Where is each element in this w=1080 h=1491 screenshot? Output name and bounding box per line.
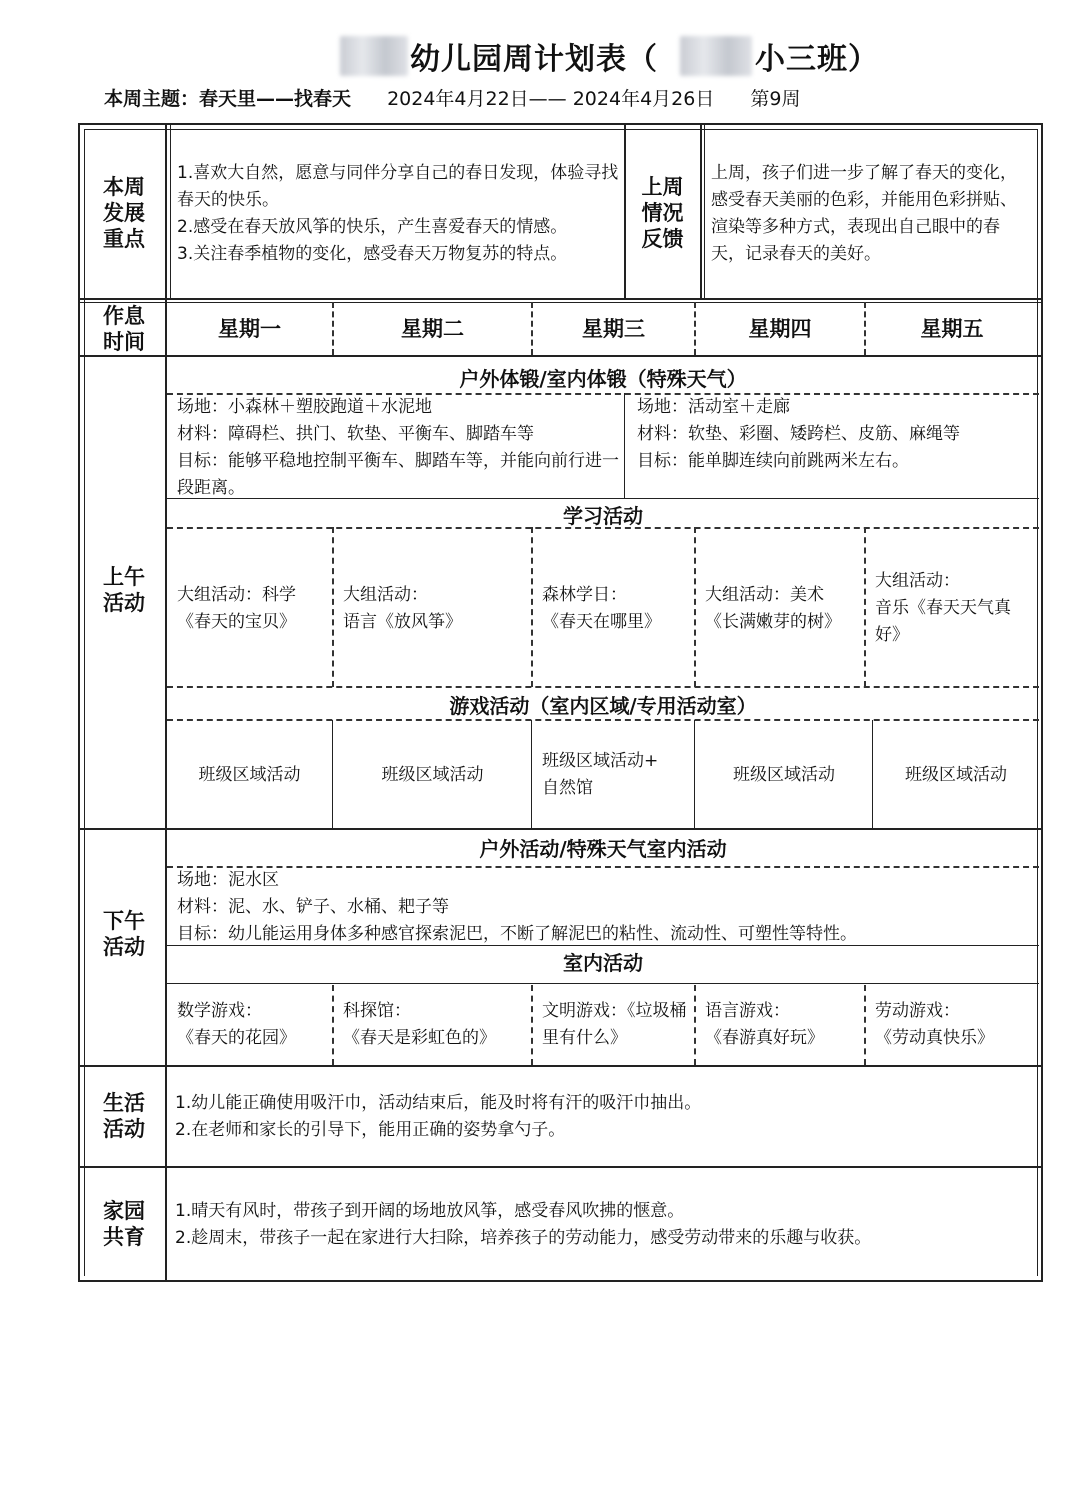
- row-line-afternoon: [80, 1065, 1041, 1067]
- feedback-text: 上周，孩子们进一步了解了春天的变化，感受春天美丽的色彩，并能用色彩拼贴、渲染等多种方式，表现出自己眼中的春天，记录春天的美好。: [711, 163, 1017, 264]
- home-label: 家园 共育: [103, 1199, 145, 1249]
- indoor-tuesday: 科探馆： 《春天是彩虹色的》: [343, 1001, 496, 1048]
- game-divider-1: [332, 720, 333, 828]
- study-divider-3: [694, 527, 696, 687]
- focus-divider-4: [704, 125, 705, 299]
- life-label: 生活 活动: [103, 1091, 145, 1141]
- time-label: 作息 时间: [103, 304, 145, 354]
- morning-label: 上午 活动: [103, 565, 145, 615]
- date-range: 2024年4月22日—— 2024年4月26日: [387, 88, 715, 110]
- indoor-divider-4: [864, 985, 866, 1065]
- row-line-days: [80, 355, 1041, 357]
- study-wednesday: 森林学日： 《春天在哪里》: [542, 585, 661, 632]
- morning-outdoor-split: [624, 393, 625, 499]
- game-monday: 班级区域活动: [198, 765, 301, 785]
- focus-label: 本周 发展 重点: [103, 175, 145, 251]
- indoor-wednesday: 文明游戏：《垃圾桶里有什么》: [542, 1001, 687, 1048]
- home-text: 1.晴天有风时，带孩子到开阔的场地放风筝，感受春风吹拂的惬意。 2.趁周末，带孩子一起在家进行大扫除，培养孩子的劳动能力，感受劳动带来的乐趣与收获。: [175, 1201, 872, 1248]
- game-friday: 班级区域活动: [905, 765, 1007, 785]
- week-theme: 本周主题：春天里——找春天: [104, 88, 352, 110]
- page-title: [0, 28, 1080, 78]
- day-monday: 星期一: [218, 317, 281, 341]
- afternoon-outdoor-text: 场地：泥水区 材料：泥、水、铲子、水桶、耙子等 目标：幼儿能运用身体多种感官探索泥巴，不断了解泥巴的粘性、流动性、可塑性等特性。: [177, 870, 857, 944]
- morning-outdoor-right: 场地：活动室＋走廊 材料：软垫、彩圈、矮跨栏、皮筋、麻绳等 目标：能单脚连续向前跳两米左右。: [637, 397, 960, 471]
- row-line-morning: [80, 828, 1041, 830]
- day-thursday: 星期四: [748, 317, 812, 341]
- row-line-focus-b: [80, 302, 1041, 303]
- indoor-divider-3: [694, 985, 696, 1065]
- indoor-divider-2: [531, 985, 533, 1065]
- morning-outdoor-title: 户外体锻/室内体锻（特殊天气）: [459, 367, 747, 391]
- game-title-top: [167, 686, 1039, 688]
- row-line-focus: [80, 298, 1041, 300]
- study-title: 学习活动: [563, 504, 643, 528]
- indoor-thursday: 语言游戏： 《春游真好玩》: [705, 1001, 824, 1048]
- day-wednesday: 星期三: [582, 317, 645, 341]
- focus-divider-1: [170, 125, 171, 299]
- game-divider-4: [872, 720, 873, 828]
- redacted-class-info: [680, 36, 752, 76]
- study-divider-2: [531, 527, 533, 687]
- game-title-line: [167, 719, 1039, 721]
- indoor-title-line: [167, 983, 1039, 984]
- game-tuesday: 班级区域活动: [381, 765, 484, 785]
- game-title: 游戏活动（室内区域/专用活动室）: [449, 694, 757, 718]
- indoor-divider-1: [332, 985, 334, 1065]
- title-class: 小三班）: [755, 42, 879, 77]
- study-divider-1: [332, 527, 334, 687]
- feedback-label: 上周 情况 反馈: [641, 175, 684, 251]
- redacted-school-name: [340, 36, 408, 76]
- study-monday: 大组活动：科学《春天的宝贝》: [177, 585, 296, 632]
- indoor-friday: 劳动游戏： 《劳动真快乐》: [875, 1001, 994, 1048]
- game-wednesday: 班级区域活动+ 自然馆: [542, 751, 659, 798]
- indoor-title: 室内活动: [563, 951, 643, 975]
- subtitle-row: [104, 84, 800, 111]
- afternoon-label: 下午 活动: [103, 909, 145, 959]
- game-thursday: 班级区域活动: [733, 765, 835, 785]
- afternoon-outdoor-title: 户外活动/特殊天气室内活动: [479, 837, 727, 861]
- inner-border-top: [84, 129, 1037, 130]
- row-line-life: [80, 1166, 1041, 1168]
- study-divider-4: [864, 527, 866, 687]
- focus-text: 1.喜欢大自然，愿意与同伴分享自己的春日发现，体验寻找春天的快乐。 2.感受在春天放风筝的快乐，产生喜爱春天的情感。 3.关注春季植物的变化，感受春天万物复苏的特点。: [177, 163, 619, 264]
- morning-outdoor-left: 场地：小森林＋塑胶跑道＋水泥地 材料：障碍栏、拱门、软垫、平衡车、脚踏车等 目标：能够平稳地控制平衡车、脚踏车等，并能向前行进一段距离。: [177, 397, 619, 498]
- game-divider-3: [694, 720, 695, 828]
- indoor-monday: 数学游戏： 《春天的花园》: [177, 1001, 296, 1048]
- study-tuesday: 大组活动： 语言《放风筝》: [343, 585, 462, 632]
- life-text: 1.幼儿能正确使用吸汗巾，活动结束后，能及时将有汗的吸汗巾抽出。 2.在老师和家长的引导下，能用正确的姿势拿勺子。: [175, 1093, 702, 1140]
- title-main: 幼儿园周计划表（: [410, 42, 658, 77]
- week-number: 第9周: [750, 88, 801, 110]
- day-tuesday: 星期二: [401, 317, 464, 341]
- focus-divider-3: [700, 125, 702, 299]
- game-divider-2: [531, 720, 532, 828]
- study-thursday: 大组活动：美术《长满嫩芽的树》: [705, 585, 841, 632]
- day-friday: 星期五: [920, 317, 984, 341]
- study-friday: 大组活动： 音乐《春天天气真好》: [875, 571, 1011, 645]
